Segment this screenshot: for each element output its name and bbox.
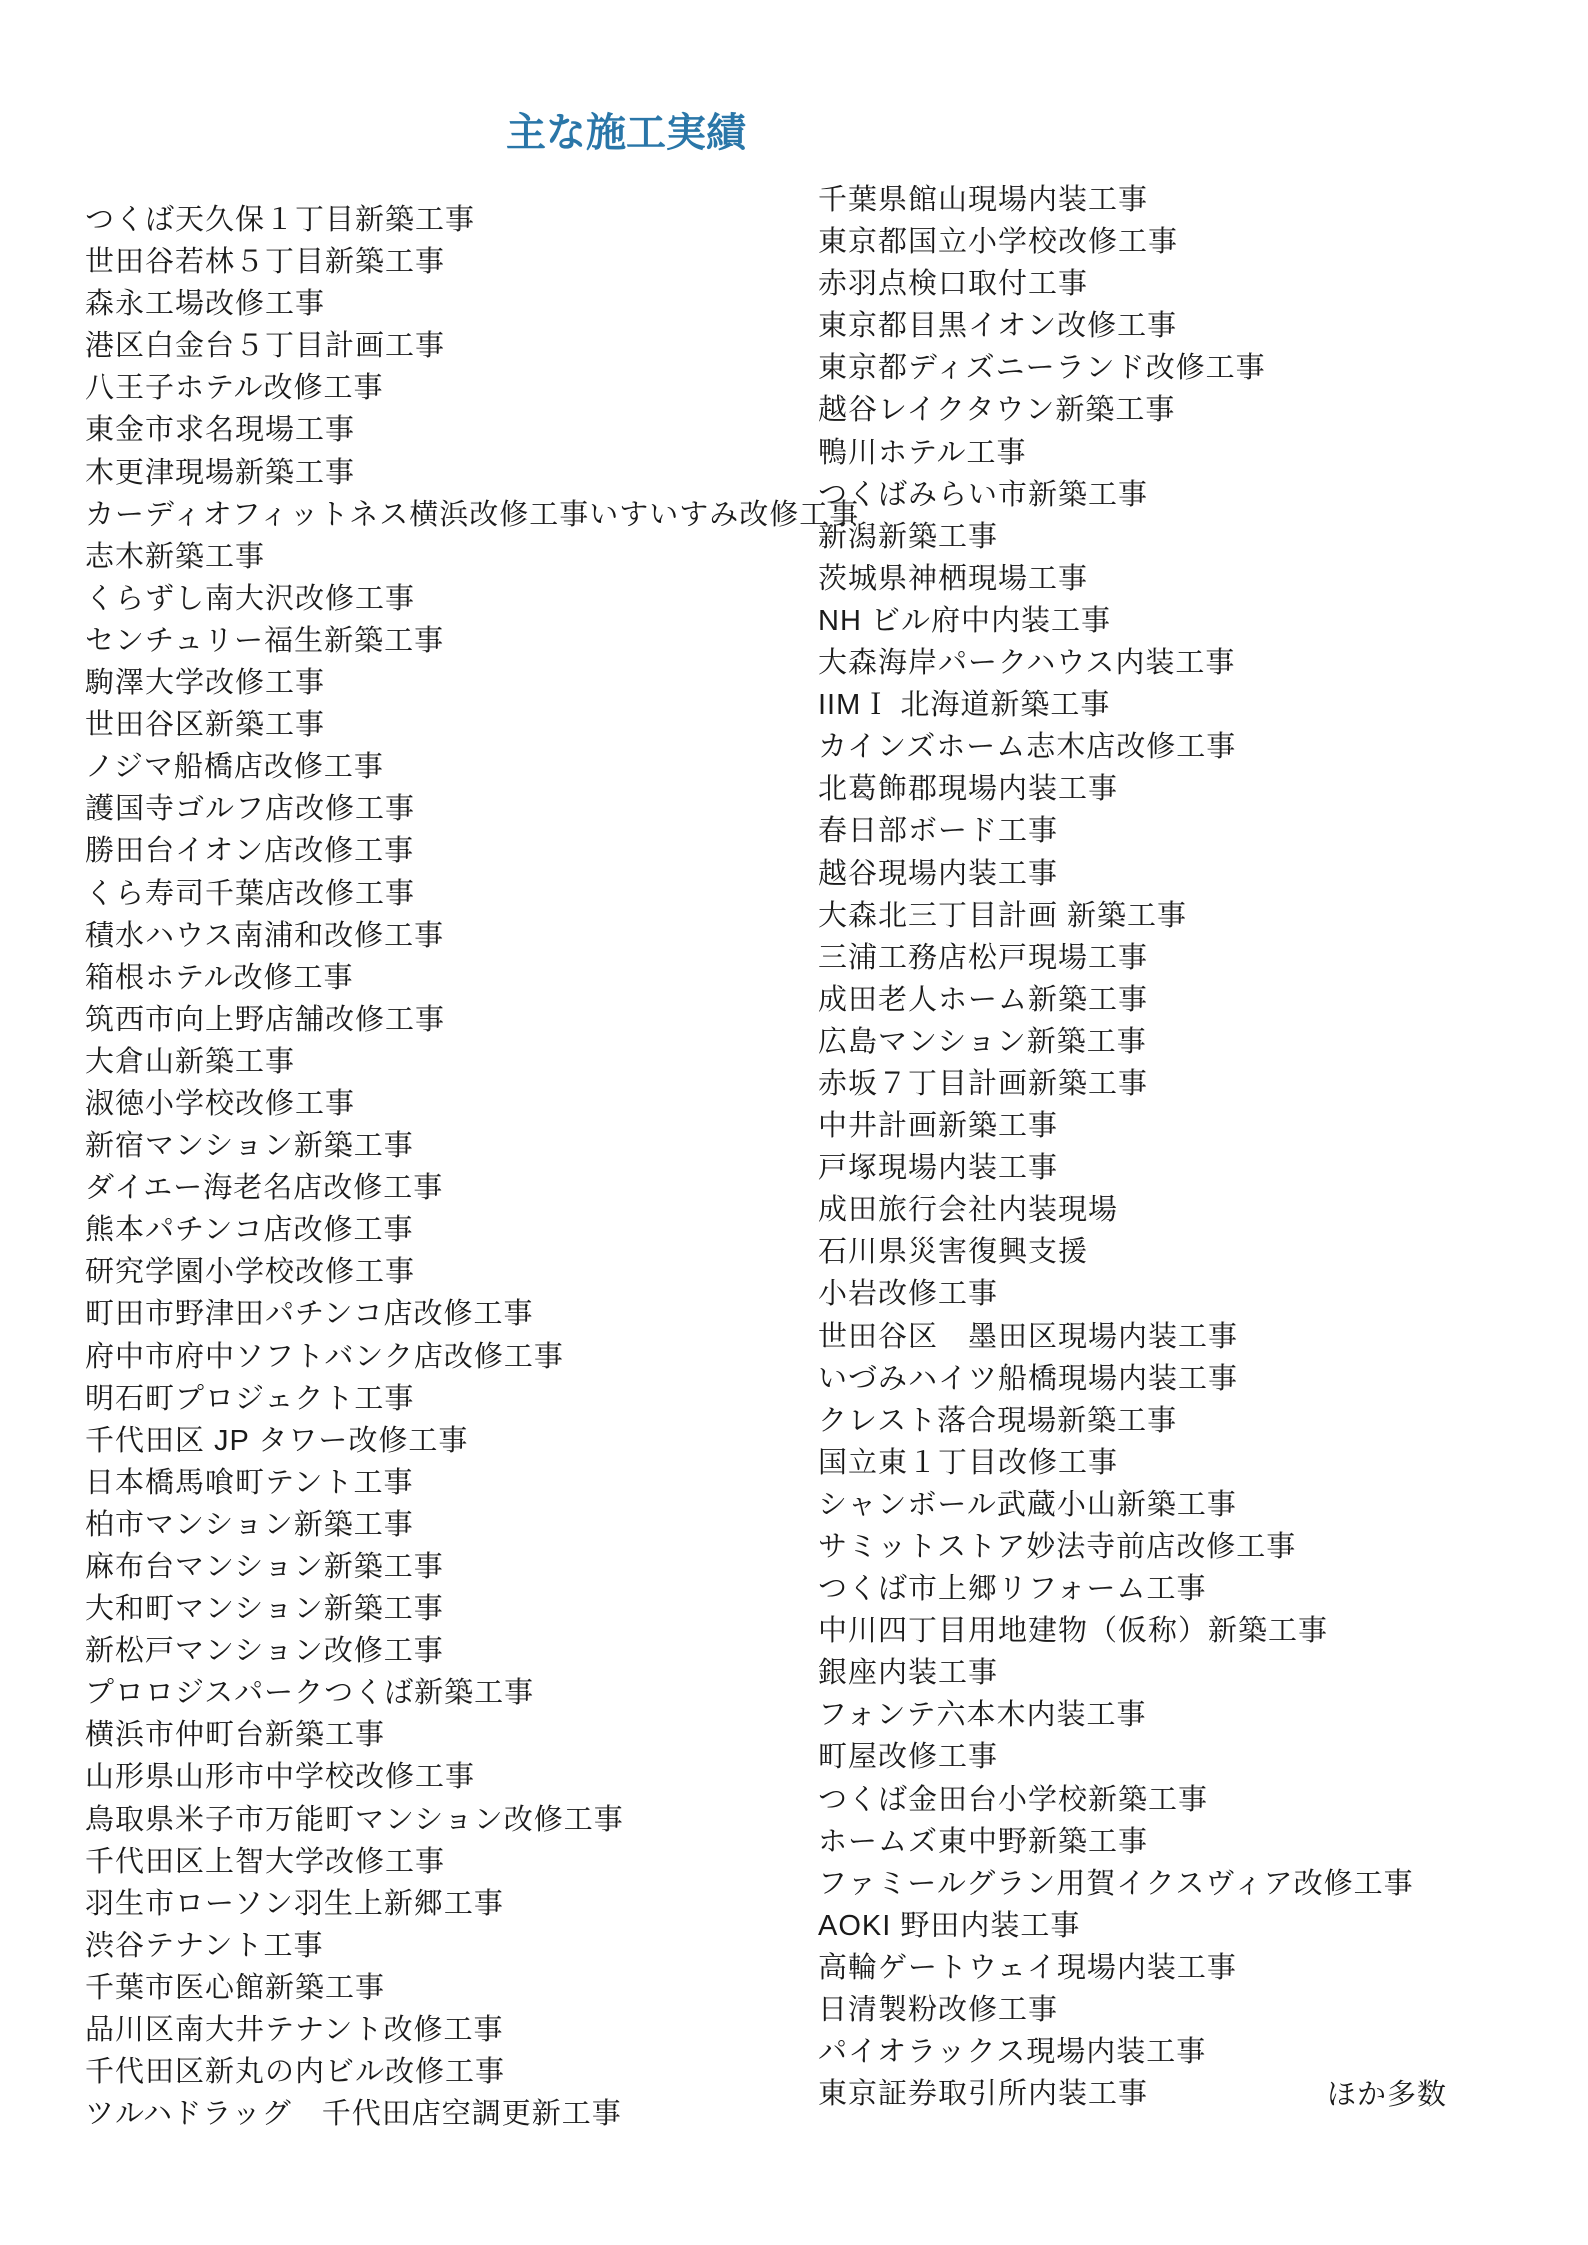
- project-item: 千代田区上智大学改修工事: [85, 1845, 446, 1878]
- project-item: 中井計画新築工事: [818, 1110, 1059, 1143]
- project-item: 越谷レイクタウン新築工事: [818, 394, 1176, 427]
- project-item: 府中市府中ソフトバンク店改修工事: [85, 1340, 564, 1373]
- project-item: 千葉市医心館新築工事: [85, 1971, 386, 2004]
- project-item: 護国寺ゴルフ店改修工事: [85, 793, 416, 826]
- project-item: パイオラックス現場内装工事: [818, 2036, 1207, 2069]
- project-item: ホームズ東中野新築工事: [818, 1825, 1149, 1858]
- project-item: 日本橋馬喰町テント工事: [85, 1466, 414, 1499]
- project-item: 東金市求名現場工事: [85, 414, 356, 447]
- project-item: ツルハドラッグ 千代田店空調更新工事: [85, 2098, 622, 2131]
- project-item: 横浜市仲町台新築工事: [85, 1719, 386, 1752]
- project-item: つくばみらい市新築工事: [818, 478, 1149, 511]
- project-item: つくば市上郷リフォーム工事: [818, 1573, 1207, 1606]
- project-item: 三浦工務店松戸現場工事: [818, 941, 1149, 974]
- project-item: ダイエー海老名店改修工事: [85, 1172, 444, 1205]
- project-item: 淑徳小学校改修工事: [85, 1087, 356, 1120]
- project-list-left: [85, 199, 859, 2135]
- project-item: 国立東１丁目改修工事: [818, 1446, 1119, 1479]
- project-item: 赤坂７丁目計画新築工事: [818, 1067, 1149, 1100]
- project-item: 石川県災害復興支援: [818, 1236, 1089, 1269]
- project-item: 明石町プロジェクト工事: [85, 1382, 415, 1415]
- project-item: 東京都国立小学校改修工事: [818, 226, 1179, 259]
- project-item: 千代田区新丸の内ビル改修工事: [85, 2056, 506, 2089]
- project-item: 新松戸マンション改修工事: [85, 1635, 444, 1668]
- project-item: 新潟新築工事: [818, 520, 999, 553]
- project-item: つくば天久保１丁目新築工事: [85, 204, 476, 236]
- project-item: 筑西市向上野店舗改修工事: [85, 1003, 446, 1036]
- project-item: くら寿司千葉店改修工事: [85, 877, 416, 910]
- project-item: 町屋改修工事: [818, 1741, 999, 1774]
- project-item: 中川四丁目用地建物（仮称）新築工事: [818, 1615, 1329, 1648]
- project-item: 世田谷区新築工事: [85, 709, 326, 742]
- project-item: 高輪ゲートウェイ現場内装工事: [818, 1951, 1237, 1984]
- project-item: くらずし南大沢改修工事: [85, 582, 416, 615]
- project-item: 東京都ディズニーランド改修工事: [818, 352, 1266, 385]
- project-item: 東京都目黒イオン改修工事: [818, 310, 1178, 343]
- project-list-right: [818, 179, 1414, 2115]
- project-item: 箱根ホテル改修工事: [85, 961, 354, 994]
- project-item: ファミールグラン用賀イクスヴィア改修工事: [818, 1867, 1414, 1900]
- project-item: 春日部ボード工事: [818, 815, 1059, 848]
- project-item: 大森海岸パークハウス内装工事: [818, 647, 1236, 680]
- project-item: 志木新築工事: [85, 540, 266, 573]
- project-item: 柏市マンション新築工事: [85, 1508, 414, 1541]
- project-item: 新宿マンション新築工事: [85, 1130, 414, 1163]
- project-item: 勝田台イオン店改修工事: [85, 835, 415, 868]
- project-item: 広島マンション新築工事: [818, 1025, 1147, 1058]
- project-item: 麻布台マンション新築工事: [85, 1551, 444, 1583]
- project-item: 大和町マンション新築工事: [85, 1593, 444, 1626]
- project-item: 千葉県館山現場内装工事: [818, 184, 1149, 216]
- project-item: つくば金田台小学校新築工事: [818, 1783, 1209, 1816]
- project-item: フォンテ六本木内装工事: [818, 1699, 1147, 1732]
- project-item: プロロジスパークつくば新築工事: [85, 1677, 535, 1710]
- project-item: 駒澤大学改修工事: [85, 667, 326, 700]
- project-item: 羽生市ローソン羽生上新郷工事: [85, 1887, 504, 1920]
- page-title: 主な施工実績: [506, 111, 746, 155]
- project-item: 銀座内装工事: [818, 1657, 999, 1690]
- project-item: 品川区南大井テナント改修工事: [85, 2014, 504, 2047]
- project-item: いづみハイツ船橋現場内装工事: [818, 1362, 1239, 1395]
- project-item: ノジマ船橋店改修工事: [85, 751, 384, 784]
- project-item: 赤羽点検口取付工事: [818, 268, 1089, 301]
- project-item: 戸塚現場内装工事: [818, 1152, 1059, 1185]
- project-item: 日清製粉改修工事: [818, 1994, 1059, 2027]
- project-item: 成田老人ホーム新築工事: [818, 983, 1149, 1016]
- project-item: 熊本パチンコ店改修工事: [85, 1214, 414, 1247]
- project-item: IIMＩ 北海道新築工事: [818, 689, 1111, 722]
- project-item: 山形県山形市中学校改修工事: [85, 1761, 476, 1794]
- project-item: 東京証券取引所内装工事: [818, 2078, 1149, 2111]
- project-item: 大森北三丁目計画 新築工事: [818, 899, 1188, 932]
- project-item: カインズホーム志木店改修工事: [818, 731, 1237, 764]
- more-note: ほか多数: [1327, 2079, 1448, 2111]
- project-item: サミットストア妙法寺前店改修工事: [818, 1531, 1297, 1563]
- project-item: 渋谷テナント工事: [85, 1929, 324, 1962]
- project-item: センチュリー福生新築工事: [85, 624, 445, 657]
- project-item: シャンボール武蔵小山新築工事: [818, 1488, 1237, 1521]
- project-item: 成田旅行会社内装現場: [818, 1194, 1119, 1227]
- project-item: 鳥取県米子市万能町マンション改修工事: [85, 1803, 624, 1836]
- project-item: 北葛飾郡現場内装工事: [818, 773, 1119, 806]
- project-item: 小岩改修工事: [818, 1278, 999, 1311]
- project-item: 鴨川ホテル工事: [818, 436, 1027, 469]
- project-item: クレスト落合現場新築工事: [818, 1404, 1178, 1437]
- project-item: 越谷現場内装工事: [818, 857, 1059, 890]
- project-item: NH ビル府中内装工事: [818, 604, 1111, 637]
- project-item: AOKI 野田内装工事: [818, 1909, 1081, 1942]
- project-item: 八王子ホテル改修工事: [85, 372, 384, 405]
- project-item: 研究学園小学校改修工事: [85, 1256, 416, 1289]
- project-item: 積水ハウス南浦和改修工事: [85, 919, 445, 952]
- project-item: 港区白金台５丁目計画工事: [85, 330, 446, 363]
- project-item: 町田市野津田パチンコ店改修工事: [85, 1298, 534, 1331]
- project-item: カーディオフィットネス横浜改修工事いすいすみ改修工事: [85, 498, 860, 531]
- project-item: 木更津現場新築工事: [85, 456, 356, 489]
- project-item: 世田谷区 墨田区現場内装工事: [818, 1320, 1239, 1353]
- project-item: 茨城県神栖現場工事: [818, 562, 1089, 595]
- project-item: 大倉山新築工事: [85, 1045, 296, 1078]
- project-item: 千代田区 JP タワー改修工事: [85, 1424, 469, 1457]
- project-item: 森永工場改修工事: [85, 288, 326, 321]
- project-item: 世田谷若林５丁目新築工事: [85, 246, 446, 279]
